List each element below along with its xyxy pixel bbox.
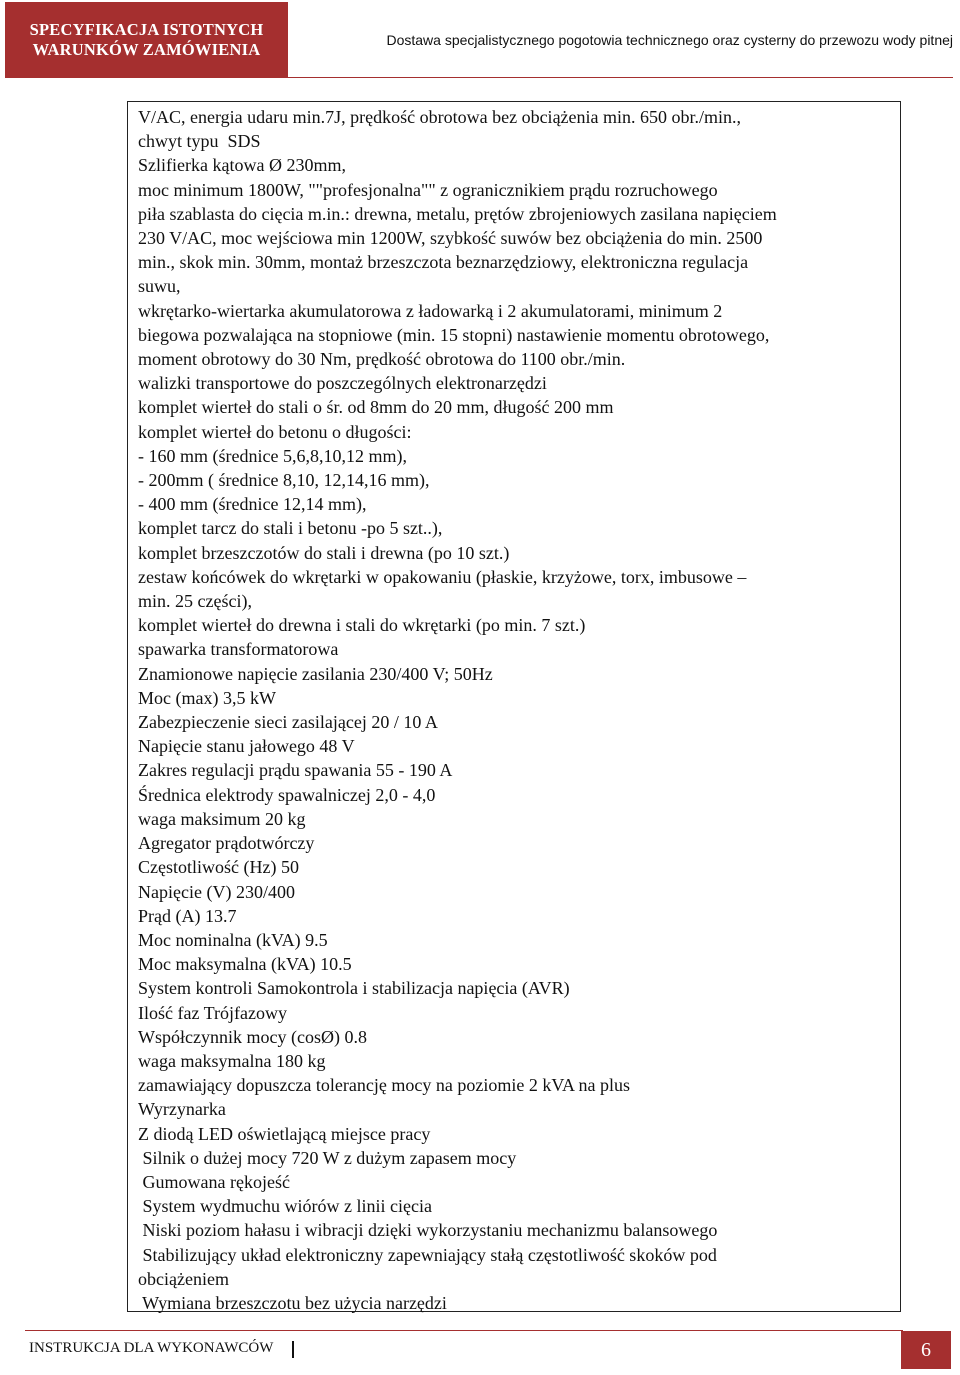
spec-line: Napięcie (V) 230/400	[138, 881, 295, 902]
spec-line: Napięcie stanu jałowego 48 V	[138, 736, 355, 757]
spec-line: Zakres regulacji prądu spawania 55 - 190 A	[138, 760, 453, 781]
spec-line: Średnica elektrody spawalniczej 2,0 - 4,0	[138, 784, 436, 805]
spec-line: waga maksimum 20 kg	[138, 808, 306, 829]
footer-label: INSTRUKCJA DLA WYKONAWCÓW	[29, 1340, 274, 1356]
spec-line: Agregator prądotwórczy	[138, 833, 315, 854]
spec-line: Silnik o dużej mocy 720 W z dużym zapasem mocy	[138, 1147, 517, 1168]
spec-line: Moc (max) 3,5 kW	[138, 687, 276, 708]
spec-line: Znamionowe napięcie zasilania 230/400 V; 50Hz	[138, 663, 493, 684]
page-number: 6	[901, 1331, 951, 1369]
spec-line: Moc nominalna (kVA) 9.5	[138, 929, 328, 950]
spec-line: V/AC, energia udaru min.7J, prędkość obrotowa bez obciążenia min. 650 obr./min.,	[138, 107, 742, 127]
spec-line: komplet tarcz do stali i betonu -po 5 szt..),	[138, 518, 443, 539]
spec-line: System wydmuchu wiórów z linii cięcia	[138, 1196, 432, 1217]
spec-line: 230 V/AC, moc wejściowa min 1200W, szybkość suwów bez obciążenia do min. 2500	[138, 228, 763, 249]
spec-line: - 200mm ( średnice 8,10, 12,14,16 mm),	[138, 470, 430, 491]
spec-line: biegowa pozwalająca na stopniowe (min. 15 stopni) nastawienie momentu obrotowego,	[138, 324, 770, 345]
spec-line: Współczynnik mocy (cosØ) 0.8	[138, 1026, 367, 1047]
spec-line: Stabilizujący układ elektroniczny zapewniający stałą częstotliwość skoków pod	[138, 1244, 717, 1265]
spec-line: waga maksymalna 180 kg	[138, 1050, 326, 1071]
spec-line: chwyt typu SDS	[138, 131, 261, 152]
spec-line: komplet wierteł do betonu o długości:	[138, 421, 412, 442]
header-band	[5, 2, 288, 78]
spec-line: komplet wierteł do stali o śr. od 8mm do 20 mm, długość 200 mm	[138, 397, 614, 418]
header-divider	[288, 77, 953, 78]
spec-line: suwu,	[138, 276, 181, 297]
spec-line: Częstotliwość (Hz) 50	[138, 857, 299, 878]
header-band-line1: SPECYFIKACJA ISTOTNYCH	[29, 20, 264, 39]
footer-divider	[25, 1330, 903, 1331]
spec-line: wkrętarko-wiertarka akumulatorowa z ładowarką i 2 akumulatorami, minimum 2	[138, 300, 723, 321]
spec-line: Wyrzynarka	[138, 1099, 226, 1120]
spec-line: Zabezpieczenie sieci zasilającej 20 / 10 A	[138, 712, 438, 733]
spec-line: System kontroli Samokontrola i stabilizacja napięcia (AVR)	[138, 978, 570, 999]
spec-line: Szlifierka kątowa Ø 230mm,	[138, 155, 346, 176]
spec-line: - 160 mm (średnice 5,6,8,10,12 mm),	[138, 445, 407, 466]
document-title: Dostawa specjalistycznego pogotowia technicznego oraz cysterny do przewozu wody pitnej	[386, 32, 953, 48]
spec-line: Niski poziom hałasu i wibracji dzięki wykorzystaniu mechanizmu balansowego	[138, 1220, 718, 1241]
spec-line: spawarka transformatorowa	[138, 639, 339, 660]
spec-line: zestaw końcówek do wkrętarki w opakowaniu (płaskie, krzyżowe, torx, imbusowe –	[138, 566, 747, 587]
spec-line: min., skok min. 30mm, montaż brzeszczota beznarzędziowy, elektroniczna regulacja	[138, 252, 749, 273]
spec-line: Wymiana brzeszczotu bez użycia narzędzi	[138, 1292, 447, 1313]
specification-box	[127, 101, 901, 1312]
spec-line: - 400 mm (średnice 12,14 mm),	[138, 494, 367, 515]
spec-line: piła szablasta do cięcia m.in.: drewna, metalu, prętów zbrojeniowych zasilana napięciem	[138, 203, 777, 224]
spec-line: Prąd (A) 13.7	[138, 905, 237, 926]
header-band-line2: WARUNKÓW ZAMÓWIENIA	[32, 40, 261, 59]
spec-line: zamawiający dopuszcza tolerancję mocy na poziomie 2 kVA na plus	[138, 1075, 630, 1096]
spec-line: Moc maksymalna (kVA) 10.5	[138, 954, 352, 975]
spec-line: moc minimum 1800W, ""profesjonalna"" z ogranicznikiem prądu rozruchowego	[138, 179, 718, 200]
spec-line: obciążeniem	[138, 1268, 229, 1289]
spec-line: moment obrotowy do 30 Nm, prędkość obrotowa do 1100 obr./min.	[138, 349, 626, 370]
spec-line: komplet brzeszczotów do stali i drewna (po 10 szt.)	[138, 542, 510, 563]
spec-line: min. 25 części),	[138, 591, 252, 612]
spec-line: Gumowana rękojeść	[138, 1171, 290, 1192]
spec-line: komplet wierteł do drewna i stali do wkrętarki (po min. 7 szt.)	[138, 615, 586, 636]
spec-line: Z diodą LED oświetlającą miejsce pracy	[138, 1123, 431, 1144]
footer-separator	[292, 1341, 294, 1358]
spec-line: Ilość faz Trójfazowy	[138, 1002, 287, 1023]
spec-line: walizki transportowe do poszczególnych elektronarzędzi	[138, 373, 547, 394]
